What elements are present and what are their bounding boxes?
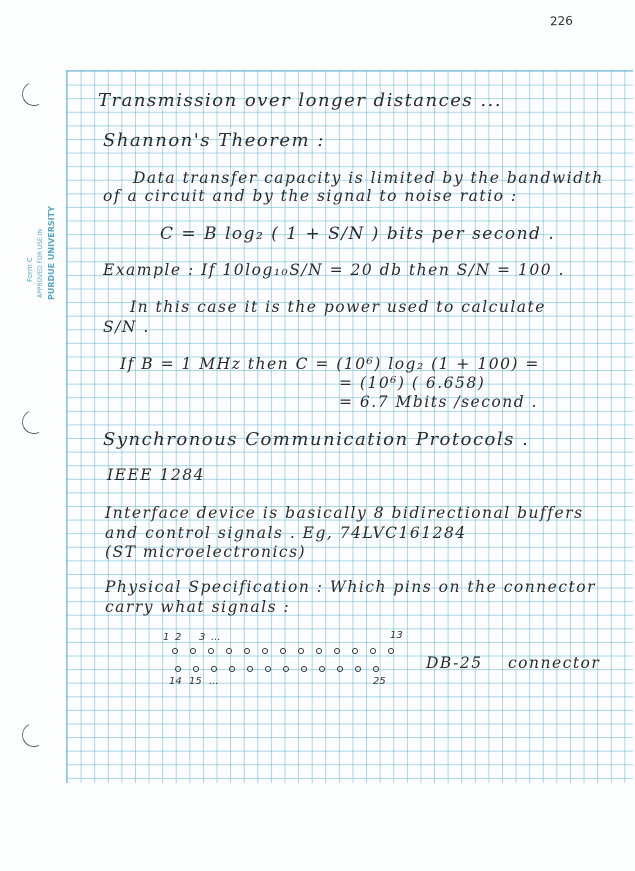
pin-dot bbox=[172, 648, 178, 654]
pin-dot bbox=[334, 648, 340, 654]
pin-dot bbox=[283, 666, 289, 672]
note-calculation: If B = 1 MHz then C = (10⁶) log₂ (1 + 100) = bbox=[120, 355, 540, 373]
pin-dot bbox=[190, 648, 196, 654]
note-formula: C = B log₂ ( 1 + S/N ) bits per second . bbox=[160, 224, 556, 244]
form-stamp-line1: Form C bbox=[26, 257, 34, 282]
note-example: Example : If 10log₁₀S/N = 20 db then S/N = 100 . bbox=[103, 261, 565, 279]
pin-label: 13 bbox=[390, 630, 403, 641]
form-stamp bbox=[10, 190, 70, 310]
note-line: Interface device is basically 8 bidirectional buffers bbox=[105, 504, 584, 522]
note-line: of a circuit and by the signal to noise ratio : bbox=[103, 187, 518, 205]
pin-dot bbox=[355, 666, 361, 672]
pin-label: 25 bbox=[373, 676, 386, 687]
pin-dot bbox=[280, 648, 286, 654]
note-heading-physical: Physical Specification : Which pins on the connector bbox=[105, 578, 596, 596]
binder-hole-middle bbox=[19, 407, 50, 438]
pin-dot bbox=[193, 666, 199, 672]
pin-dot bbox=[229, 666, 235, 672]
connector-label: connector bbox=[508, 654, 601, 672]
db25-pin-diagram bbox=[165, 630, 425, 690]
pin-dot bbox=[373, 666, 379, 672]
pin-dot bbox=[370, 648, 376, 654]
pin-label: 1 bbox=[163, 632, 170, 643]
page-number: 226 bbox=[549, 13, 574, 29]
note-line: and control signals . Eg, 74LVC161284 bbox=[105, 524, 467, 542]
pin-dot bbox=[262, 648, 268, 654]
pin-label: ... bbox=[211, 632, 221, 643]
pin-label: 3 bbox=[199, 632, 206, 643]
binder-hole-top bbox=[19, 79, 50, 110]
pin-dot bbox=[208, 648, 214, 654]
note-heading-shannon: Shannon's Theorem : bbox=[103, 130, 325, 151]
note-line: carry what signals : bbox=[105, 598, 291, 616]
pin-dot bbox=[388, 648, 394, 654]
note-standard: IEEE 1284 bbox=[107, 466, 205, 484]
note-line: Data transfer capacity is limited by the bandwidth bbox=[133, 169, 604, 187]
note-calculation-step: = (10⁶) ( 6.658) bbox=[339, 374, 486, 392]
pin-dot bbox=[301, 666, 307, 672]
pin-dot bbox=[265, 666, 271, 672]
pin-dot bbox=[244, 648, 250, 654]
pin-dot bbox=[337, 666, 343, 672]
pin-dot bbox=[316, 648, 322, 654]
note-title: Transmission over longer distances ... bbox=[98, 90, 502, 111]
pin-dot bbox=[226, 648, 232, 654]
pin-label: 2 bbox=[175, 632, 182, 643]
pin-dot bbox=[352, 648, 358, 654]
note-line: (ST microelectronics) bbox=[105, 543, 307, 561]
form-stamp-line3: PURDUE UNIVERSITY bbox=[47, 206, 56, 300]
note-line: In this case it is the power used to calculate bbox=[130, 298, 546, 316]
binder-hole-bottom bbox=[19, 720, 50, 751]
note-heading-synchronous: Synchronous Communication Protocols . bbox=[103, 429, 530, 450]
pin-dot bbox=[247, 666, 253, 672]
note-calculation-result: = 6.7 Mbits /second . bbox=[339, 393, 538, 411]
form-stamp-line2: APPROVED FOR USE IN bbox=[37, 229, 44, 298]
note-line: S/N . bbox=[103, 318, 150, 336]
pin-label: ... bbox=[209, 676, 219, 687]
pin-dot bbox=[319, 666, 325, 672]
pin-label: 15 bbox=[189, 676, 202, 687]
connector-name: DB-25 bbox=[426, 654, 483, 672]
pin-label: 14 bbox=[169, 676, 182, 687]
pin-dot bbox=[298, 648, 304, 654]
pin-dot bbox=[211, 666, 217, 672]
pin-dot bbox=[175, 666, 181, 672]
